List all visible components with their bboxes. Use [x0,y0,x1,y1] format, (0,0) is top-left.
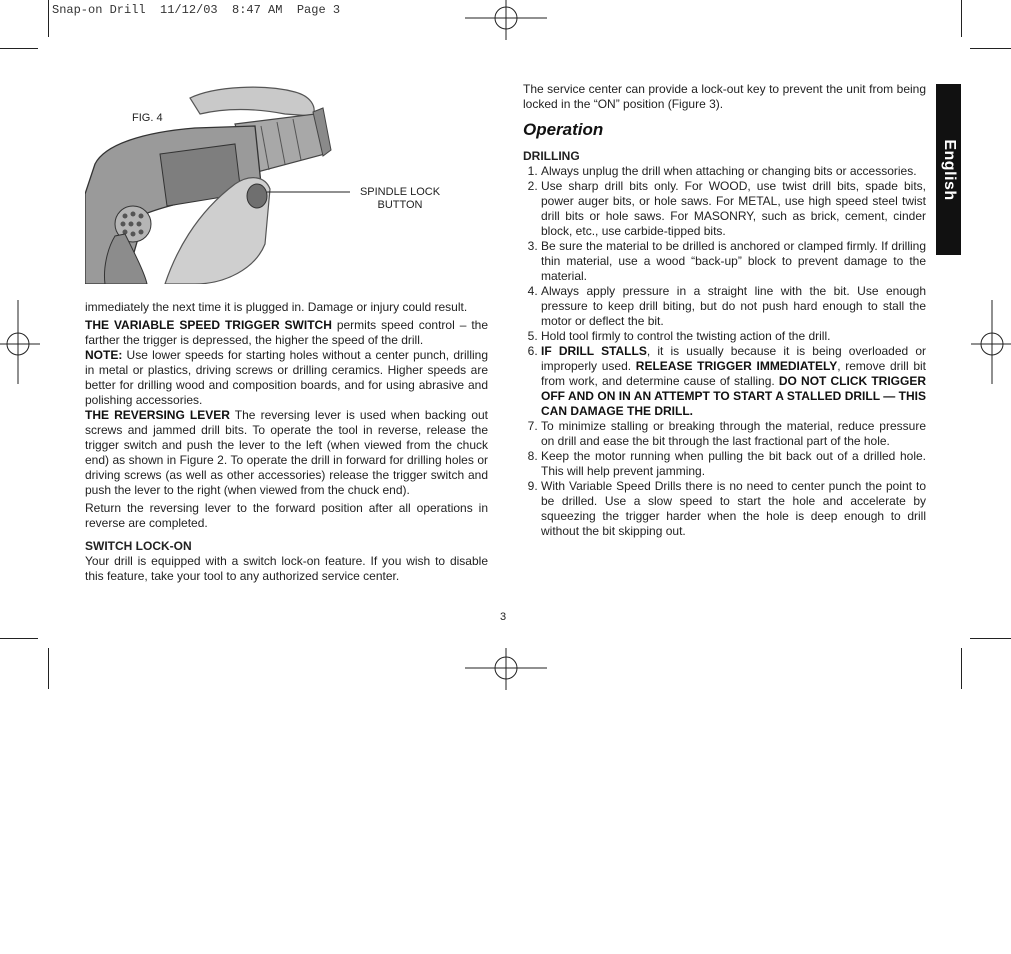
paragraph-note: NOTE: Use lower speeds for starting holes without a center punch, drilling in metal or plastics, driving screws or drilling ceramics. Higher speeds are better for drilling wood and composition boards, and for using abrasive and polishing accessories. [85,348,488,407]
page-number: 3 [500,611,507,623]
drilling-instructions-list [523,164,926,539]
registration-mark-bottom [465,648,547,690]
figure-label: FIG. 4 [132,112,163,124]
paragraph: Your drill is equipped with a switch lock-on feature. If you wish to disable this feature, take your tool to any authorized service center. [85,554,488,583]
bold-term: THE REVERSING LEVER [85,408,230,422]
section-title: Operation [523,120,604,139]
paragraph: Return the reversing lever to the forward position after all operations in reverse are completed. [85,501,488,530]
paragraph: The service center can provide a lock-out key to prevent the unit from being locked in the “ON” position (Figure 3). [523,82,926,111]
list-item: 9. With Variable Speed Drills there is no need to center punch the point to be drilled. Use a slow speed to start the hole and accelerate by squeezing the trigger harder when the hole is deep enough to drill without the bit skipping out. [541,479,926,539]
registration-mark-right [971,300,1011,384]
list-item: 7. To minimize stalling or breaking through the material, reduce pressure on drill and ease the bit through the last fractional part of the hole. [541,419,926,449]
bold-term: THE VARIABLE SPEED TRIGGER SWITCH [85,318,332,332]
registration-mark-left [0,300,40,384]
spindle-lock-callout [340,186,460,212]
list-item: 6. IF DRILL STALLS, it is usually because it is being overloaded or improperly used. RELEASE TRIGGER IMMEDIATELY, remove drill bit from work, and determine cause of stalling. DO NOT CLICK TRIGGER OFF AND ON IN AN ATTEMPT TO START A STALLED DRILL — THIS CAN DAMAGE THE DRILL. [541,344,926,419]
language-tab [936,84,961,255]
paragraph: immediately the next time it is plugged in. Damage or injury could result. [85,300,468,314]
list-item: 1. Always unplug the drill when attaching or changing bits or accessories. [541,164,926,179]
paragraph-reversing-lever: THE REVERSING LEVER The reversing lever is used when backing out screws and jammed drill bits. To operate the tool in reverse, release the trigger switch and push the lever to the left (when viewed from the chuck end) as shown in Figure 2. To operate the drill in forward for drilling holes or driving screws (as well as other accessories) release the trigger switch and push the lever to the right (when viewed from the chuck end). [85,408,488,497]
list-item: 5. Hold tool firmly to control the twisting action of the drill. [541,329,926,344]
language-tab-label: English [940,138,958,201]
callout-line-2: BUTTON [377,199,423,211]
list-item: 2. Use sharp drill bits only. For WOOD, use twist drill bits, spade bits, power auger bits, or hole saws. For METAL, use high speed steel twist drill bits or hole saws. For MASONRY, such as brick, cement, cinder block, etc., use carbide-tipped bits. [541,179,926,239]
left-column [85,300,488,584]
registration-mark-top [465,0,547,40]
list-item: 3. Be sure the material to be drilled is anchored or clamped firmly. If drilling thin material, use a wood “back-up” block to prevent damage to the material. [541,239,926,284]
print-header: Snap-on Drill 11/12/03 8:47 AM Page 3 [52,3,341,17]
paragraph-trigger-switch: THE VARIABLE SPEED TRIGGER SWITCH permits speed control – the farther the trigger is depressed, the higher the speed of the drill. [85,318,488,347]
section-heading: DRILLING [523,149,580,163]
section-heading: SWITCH LOCK-ON [85,539,192,553]
callout-line-1: SPINDLE LOCK [359,186,441,198]
list-item: 8. Keep the motor running when pulling the bit back out of a drilled hole. This will help prevent jamming. [541,449,926,479]
right-column [523,82,926,539]
list-item: 4. Always apply pressure in a straight line with the bit. Use enough pressure to keep drill biting, but do not push hard enough to stall the motor or deflect the bit. [541,284,926,329]
bold-term: NOTE: [85,348,123,362]
